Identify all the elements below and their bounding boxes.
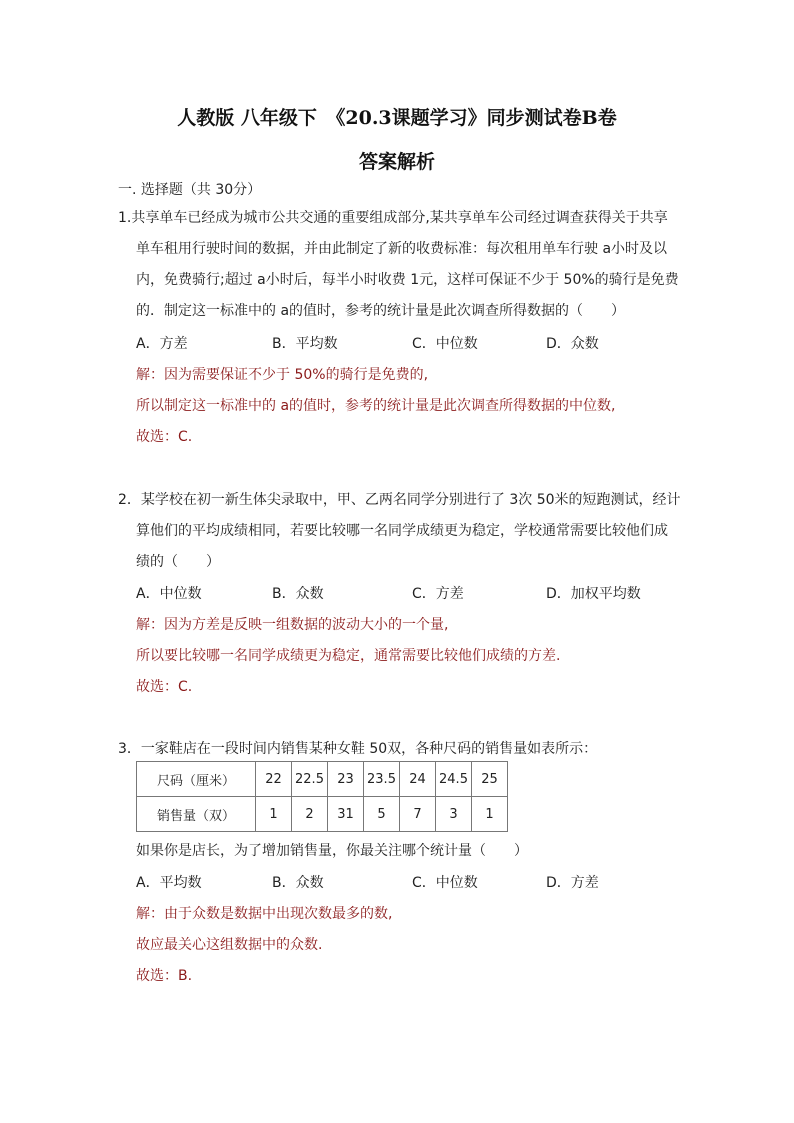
table-cell: 7 <box>400 797 436 832</box>
question-1-line-4: 的．制定这一标准中的 a的值时，参考的统计量是此次调查所得数据的（ ） <box>136 303 626 319</box>
table-cell: 23 <box>328 762 364 797</box>
question-1-option-b: B．平均数 <box>272 336 338 352</box>
table-cell: 22 <box>256 762 292 797</box>
question-1-option-d: D．众数 <box>546 336 599 352</box>
table-row-header: 销售量（双） <box>137 797 256 832</box>
table-cell: 3 <box>436 797 472 832</box>
question-1-solution-line-1: 解：因为需要保证不少于 50%的骑行是免费的, <box>136 367 429 383</box>
question-2-line-3: 绩的（ ） <box>136 554 220 570</box>
question-3-solution-line-1: 解：由于众数是数据中出现次数最多的数, <box>136 906 393 922</box>
question-2-solution-line-2: 所以要比较哪一名同学成绩更为稳定，通常需要比较他们成绩的方差. <box>136 648 561 664</box>
question-3-solution-line-2: 故应最关心这组数据中的众数. <box>136 937 323 953</box>
table-cell: 25 <box>472 762 508 797</box>
question-1-line-3: 内，免费骑行;超过 a小时后，每半小时收费 1元，这样可保证不少于 50%的骑行是免费 <box>136 272 679 288</box>
question-2-option-d: D．加权平均数 <box>546 586 641 602</box>
table-cell: 24 <box>400 762 436 797</box>
question-2-option-a: A．中位数 <box>136 586 202 602</box>
question-1-option-a: A．方差 <box>136 336 188 352</box>
shoe-size-sales-table <box>136 761 508 832</box>
question-2-options <box>136 583 736 603</box>
question-3-line-1: 3．一家鞋店在一段时间内销售某种女鞋 50双，各种尺码的销售量如表所示： <box>118 741 598 757</box>
question-3-prompt: 如果你是店长，为了增加销售量，你最关注哪个统计量（ ） <box>136 843 528 859</box>
question-1-line-2: 单车租用行驶时间的数据，并由此制定了新的收费标准：每次租用单车行驶 a小时及以 <box>136 241 668 257</box>
question-3-option-c: C．中位数 <box>412 875 478 891</box>
section-heading: 一. 选择题（共 30分） <box>118 182 262 198</box>
question-1-line-1: 1.共享单车已经成为城市公共交通的重要组成部分,某共享单车公司经过调查获得关于共享 <box>118 210 668 226</box>
table-row <box>137 797 508 832</box>
table-cell: 31 <box>328 797 364 832</box>
question-1-option-c: C．中位数 <box>412 336 478 352</box>
table-cell: 2 <box>292 797 328 832</box>
table-cell: 1 <box>256 797 292 832</box>
page-title: 人教版 八年级下 《20.3课题学习》同步测试卷B卷 <box>177 107 617 129</box>
table-row <box>137 762 508 797</box>
table-cell: 5 <box>364 797 400 832</box>
page-subtitle: 答案解析 <box>358 151 435 173</box>
table-cell: 1 <box>472 797 508 832</box>
question-2-option-c: C．方差 <box>412 586 464 602</box>
table-cell: 24.5 <box>436 762 472 797</box>
question-2-line-1: 2．某学校在初一新生体尖录取中，甲、乙两名同学分别进行了 3次 50米的短跑测试，经计 <box>118 492 681 508</box>
question-1-options <box>136 333 736 353</box>
question-2-option-b: B．众数 <box>272 586 324 602</box>
question-3-options <box>136 872 736 892</box>
question-3-option-d: D．方差 <box>546 875 599 891</box>
question-3-answer: 故选：B. <box>136 968 193 984</box>
question-2-line-2: 算他们的平均成绩相同，若要比较哪一名同学成绩更为稳定，学校通常需要比较他们成 <box>136 523 668 539</box>
question-2-answer: 故选：C. <box>136 679 193 695</box>
table-cell: 23.5 <box>364 762 400 797</box>
table-cell: 22.5 <box>292 762 328 797</box>
question-2-solution-line-1: 解：因为方差是反映一组数据的波动大小的一个量, <box>136 617 449 633</box>
question-1-answer: 故选：C. <box>136 429 193 445</box>
question-3-option-a: A．平均数 <box>136 875 202 891</box>
question-1-solution-line-2: 所以制定这一标准中的 a的值时，参考的统计量是此次调查所得数据的中位数, <box>136 398 616 414</box>
table-row-header: 尺码（厘米） <box>137 762 256 797</box>
question-3-option-b: B．众数 <box>272 875 324 891</box>
